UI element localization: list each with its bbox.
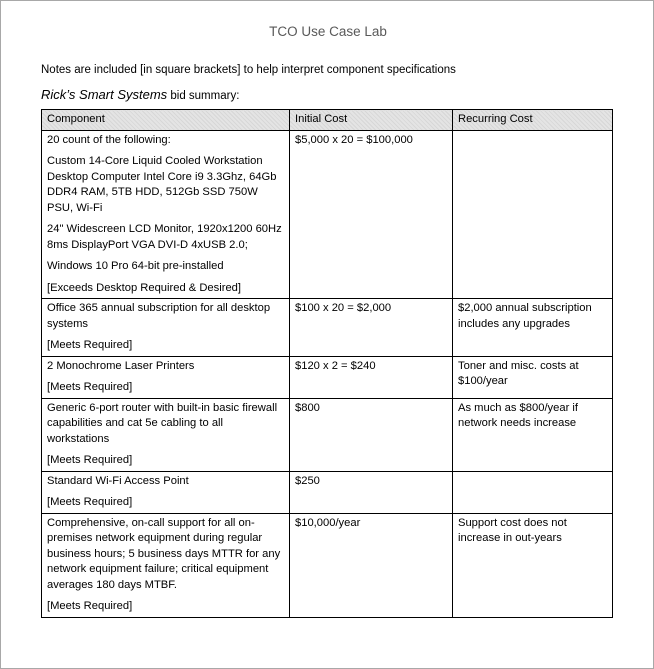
recurring-cost-cell: Toner and misc. costs at $100/year [453, 356, 613, 398]
header-component: Component [42, 110, 290, 131]
initial-cost-cell: $120 x 2 = $240 [290, 356, 453, 398]
recurring-cost-cell [453, 471, 613, 513]
component-line: Standard Wi-Fi Access Point [47, 474, 189, 487]
table-row [42, 398, 613, 471]
component-line: [Meets Required] [47, 454, 133, 466]
component-cell [42, 299, 290, 357]
recurring-cost-cell: As much as $800/year if network needs increase [453, 398, 613, 471]
component-cell [42, 356, 290, 398]
component-cell [42, 398, 290, 471]
component-line: Custom 14-Core Liquid Cooled Workstation Desktop Computer Intel Core i9 3.3Ghz, 64Gb DDR4 RAM, 5TB HDD, 512Gb SSD 750W PSU, Wi-Fi [47, 155, 277, 214]
component-line: 24" Widescreen LCD Monitor, 1920x1200 60Hz 8ms DisplayPort VGA DVI-D 4xUSB 2.0; [47, 223, 282, 251]
initial-cost-cell: $250 [290, 471, 453, 513]
bid-summary-heading [41, 87, 239, 102]
component-line: 2 Monochrome Laser Printers [47, 359, 195, 372]
notes-text: Notes are included [in square brackets] to help interpret component specifications [41, 64, 456, 76]
component-cell [42, 471, 290, 513]
recurring-cost-cell: $2,000 annual subscription includes any upgrades [453, 299, 613, 357]
component-line: [Meets Required] [47, 339, 133, 351]
component-cell [42, 130, 290, 299]
bid-summary-label: bid summary: [167, 90, 240, 102]
table-row [42, 356, 613, 398]
component-line: Comprehensive, on-call support for all on-premises network equipment during regular business hours; 5 business days MTTR for any network equipment failure; critical equipment averages 180 days MTBF. [47, 516, 281, 591]
component-line: Office 365 annual subscription for all desktop systems [47, 302, 271, 330]
header-initial-cost: Initial Cost [290, 110, 453, 131]
recurring-cost-cell: Support cost does not increase in out-years [453, 513, 613, 617]
table-row [42, 513, 613, 617]
table-row [42, 471, 613, 513]
component-cell [42, 513, 290, 617]
recurring-cost-cell [453, 130, 613, 299]
table-row [42, 299, 613, 357]
table-header-row [42, 110, 613, 131]
initial-cost-cell: $10,000/year [290, 513, 453, 617]
component-line: Windows 10 Pro 64-bit pre-installed [47, 260, 224, 272]
initial-cost-cell: $5,000 x 20 = $100,000 [290, 130, 453, 299]
component-line: [Meets Required] [47, 600, 133, 612]
component-line: Generic 6-port router with built-in basic firewall capabilities and cat 5e cabling to all workstations [47, 401, 278, 445]
component-line: 20 count of the following: [47, 133, 171, 146]
initial-cost-cell: $100 x 20 = $2,000 [290, 299, 453, 357]
table-row [42, 130, 613, 299]
header-recurring-cost: Recurring Cost [453, 110, 613, 131]
component-line: [Meets Required] [47, 381, 133, 393]
component-line: [Exceeds Desktop Required & Desired] [47, 281, 242, 294]
initial-cost-cell: $800 [290, 398, 453, 471]
company-name: Rick’s Smart Systems [41, 87, 168, 102]
bid-summary-table [41, 109, 613, 618]
page-title: TCO Use Case Lab [269, 24, 387, 39]
component-line: [Meets Required] [47, 496, 133, 508]
